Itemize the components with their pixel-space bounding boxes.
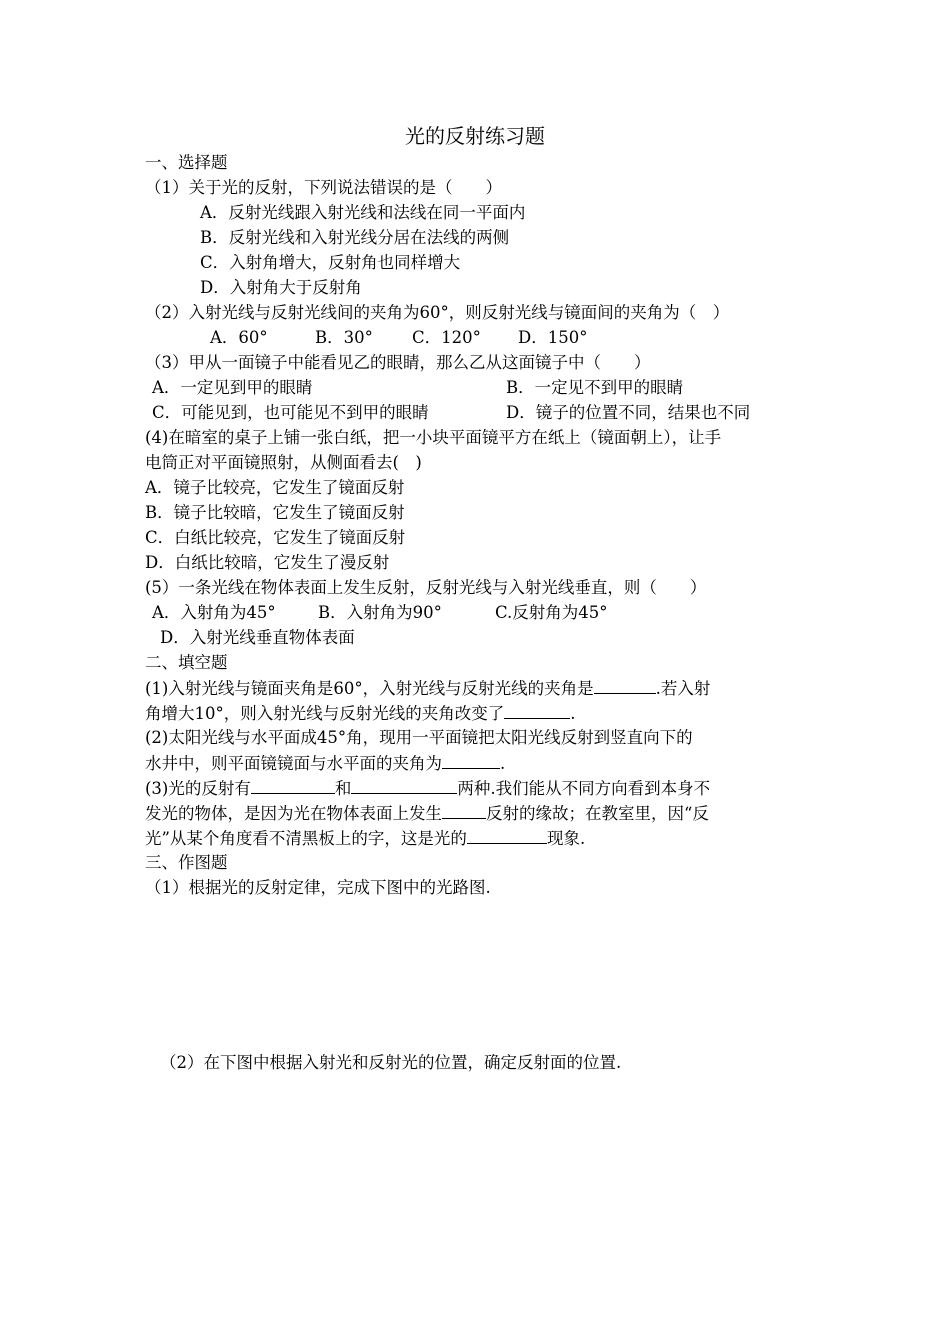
fill3-text-d: 发光的物体，是因为光在物体表面上发生 [145, 804, 442, 823]
q1-option-d: D．入射角大于反射角 [200, 278, 362, 297]
fill2-answer-blank[interactable] [442, 750, 500, 769]
section-fill-heading: 二、填空题 [145, 653, 228, 672]
fill2-line2 [145, 750, 505, 776]
q3-option-d: D．镜子的位置不同，结果也不同 [506, 403, 751, 422]
q3-option-b: B．一定见不到甲的眼睛 [506, 378, 684, 397]
fill1-text-b: .若入射 [655, 679, 711, 698]
fill2-text-b: . [500, 754, 506, 773]
draw2-question: （2）在下图中根据入射光和反射光的位置，确定反射面的位置. [160, 1053, 622, 1072]
fill3-text-f: 光”从某个角度看不清黑板上的字，这是光的 [145, 829, 467, 848]
fill2-text-a: 水井中，则平面镜镜面与水平面的夹角为 [145, 754, 442, 773]
q4-option-c: C．白纸比较亮，它发生了镜面反射 [145, 528, 406, 547]
fill3-text-a: (3)光的反射有 [145, 779, 251, 798]
q4-stem-line1: (4)在暗室的桌子上铺一张白纸，把一小块平面镜平方在纸上（镜面朝上），让手 [145, 428, 722, 447]
q1-stem: （1）关于光的反射，下列说法错误的是（ ） [145, 178, 502, 197]
q3-option-c: C．可能见到，也可能见不到甲的眼睛 [152, 403, 429, 422]
fill1-line1 [145, 675, 710, 701]
q4-option-b: B．镜子比较暗，它发生了镜面反射 [145, 503, 405, 522]
q4-option-d: D．白纸比较暗，它发生了漫反射 [145, 553, 390, 572]
q1-option-c: C．入射角增大，反射角也同样增大 [200, 253, 461, 272]
fill3-answer-blank-1[interactable] [251, 775, 335, 794]
fill3-text-c: 两种.我们能从不同方向看到本身不 [457, 779, 711, 798]
q2-stem: （2）入射光线与反射光线间的夹角为60°，则反射光线与镜面间的夹角为（ ） [145, 303, 730, 322]
section-choice-heading: 一、选择题 [145, 153, 228, 172]
fill1-answer-blank-2[interactable] [504, 700, 570, 719]
fill3-line3 [145, 825, 585, 851]
q2-option-a: A．60° [210, 328, 268, 347]
q5-option-a: A．入射角为45° [152, 603, 276, 622]
q5-option-d: D．入射光线垂直物体表面 [160, 628, 355, 647]
q2-option-d: D．150° [518, 328, 588, 347]
fill3-line1 [145, 775, 710, 801]
fill1-line2 [145, 700, 576, 726]
fill3-text-b: 和 [334, 779, 352, 798]
fill3-answer-blank-4[interactable] [467, 825, 547, 844]
q1-option-a: A．反射光线跟入射光线和法线在同一平面内 [200, 203, 526, 222]
q4-option-a: A．镜子比较亮，它发生了镜面反射 [145, 478, 405, 497]
q4-stem-line2: 电筒正对平面镜照射，从侧面看去( ) [145, 453, 422, 472]
fill3-answer-blank-3[interactable] [442, 800, 486, 819]
q2-option-c: C．120° [412, 328, 481, 347]
fill1-answer-blank-1[interactable] [594, 675, 656, 694]
fill1-text-a: (1)入射光线与镜面夹角是60°，入射光线与反射光线的夹角是 [145, 679, 594, 698]
fill1-text-d: . [570, 704, 576, 723]
fill3-answer-blank-2[interactable] [351, 775, 457, 794]
section-drawing-heading: 三、作图题 [145, 853, 228, 872]
fill3-line2 [145, 800, 709, 826]
q2-option-b: B．30° [315, 328, 373, 347]
q1-option-b: B．反射光线和入射光线分居在法线的两侧 [200, 228, 510, 247]
fill3-text-g: 现象. [546, 829, 586, 848]
q5-stem: (5）一条光线在物体表面上发生反射，反射光线与入射光线垂直，则（ ） [145, 578, 707, 597]
fill2-line1: (2)太阳光线与水平面成45°角，现用一平面镜把太阳光线反射到竖直向下的 [145, 728, 693, 747]
q5-option-c: C.反射角为45° [495, 603, 608, 622]
q3-stem: （3）甲从一面镜子中能看见乙的眼睛，那么乙从这面镜子中（ ） [145, 353, 651, 372]
page-title: 光的反射练习题 [405, 124, 545, 148]
q3-option-a: A．一定见到甲的眼睛 [152, 378, 313, 397]
draw1-question: （1）根据光的反射定律，完成下图中的光路图. [145, 878, 491, 897]
fill3-text-e: 反射的缘故；在教室里，因“反 [486, 804, 709, 823]
fill1-text-c: 角增大10°，则入射光线与反射光线的夹角改变了 [145, 704, 505, 723]
q5-option-b: B．入射角为90° [318, 603, 442, 622]
